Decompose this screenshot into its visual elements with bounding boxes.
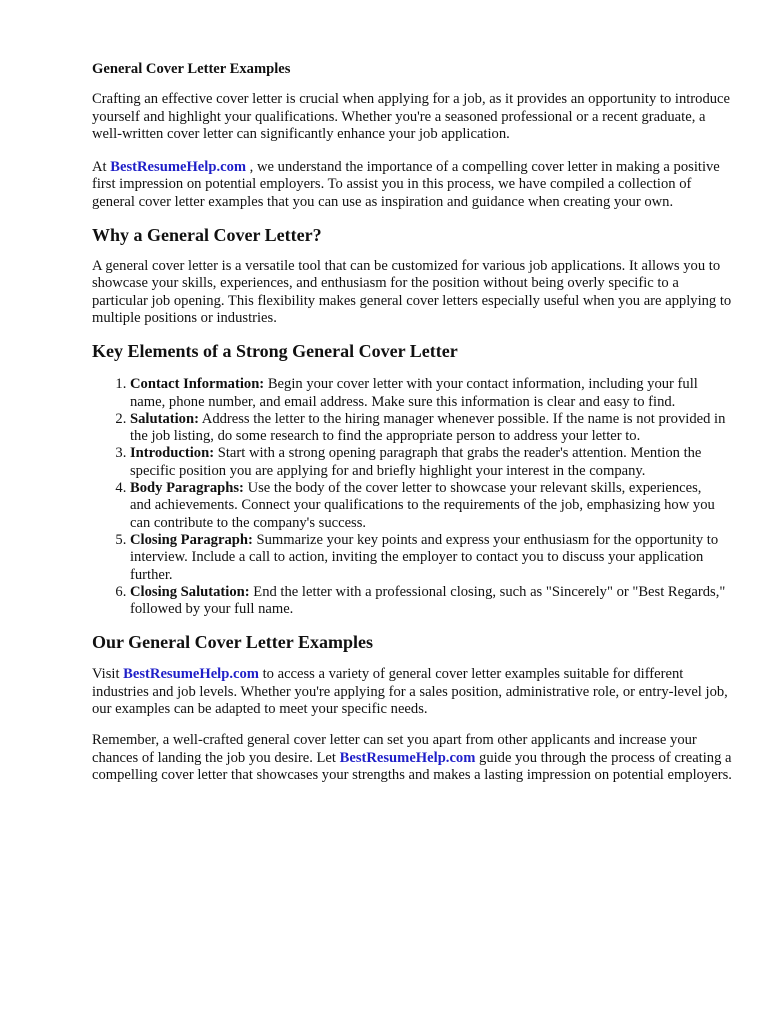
why-paragraph: A general cover letter is a versatile tool that can be customized for various job applications. It allows you to showcase your skills, experiences, and enthusiasm for the position without being overly specific to a particular job opening. This flexibility makes general cover letters especially useful when you are applying to multiple positions or industries.	[92, 258, 732, 326]
list-item	[130, 445, 726, 480]
key-elements-list	[92, 376, 726, 618]
document-title: General Cover Letter Examples	[92, 61, 291, 77]
item-text: Begin your cover letter with your contact information, including your full name, phone number, and email address. Make sure this information is clear and easy to find.	[130, 376, 698, 410]
item-label: Closing Salutation:	[130, 583, 250, 600]
text: guide you through the process of creating a compelling cover letter that showcases your strengths and makes a lasting impression on potential employers.	[92, 749, 732, 783]
item-label: Closing Paragraph:	[130, 531, 253, 548]
list-item	[130, 532, 726, 584]
item-text: Summarize your key points and express your enthusiasm for the opportunity to interview. Include a call to action, inviting the employer to contact you to discuss your application further.	[130, 531, 719, 583]
bestresumehelp-link[interactable]: BestResumeHelp.com	[123, 666, 259, 683]
closing-paragraph	[92, 732, 732, 784]
section-heading-why: Why a General Cover Letter?	[92, 225, 322, 246]
section-heading-examples: Our General Cover Letter Examples	[92, 632, 373, 653]
bestresumehelp-link[interactable]: BestResumeHelp.com	[339, 749, 476, 766]
item-label: Contact Information:	[130, 376, 265, 393]
bestresumehelp-link[interactable]: BestResumeHelp.com	[110, 159, 247, 176]
item-label: Salutation:	[130, 410, 199, 427]
text: At	[92, 159, 111, 176]
text: , we understand the importance of a compelling cover letter in making a positive first impression on potential employers. To assist you in this process, we have compiled a collection of general cover letter examples that you can use as inspiration and guidance when creating your own.	[92, 159, 720, 210]
item-text: Use the body of the cover letter to showcase your relevant skills, experiences, and achievements. Connect your qualifications to the requirements of the job, emphasizing how you can contribute to the company's success.	[130, 480, 715, 531]
item-text: Start with a strong opening paragraph that grabs the reader's attention. Mention the specific position you are applying for and briefly highlight your interest in the company.	[130, 445, 702, 479]
text: Visit	[92, 666, 124, 683]
item-label: Introduction:	[130, 445, 215, 462]
item-text: Address the letter to the hiring manager whenever possible. If the name is not provided in the job listing, do some research to find the appropriate person to address your letter to.	[130, 410, 726, 445]
list-item	[130, 376, 726, 411]
item-label: Body Paragraphs:	[130, 480, 244, 497]
section-heading-key-elements: Key Elements of a Strong General Cover Letter	[92, 341, 458, 362]
list-item	[130, 411, 726, 446]
list-item	[130, 480, 726, 532]
item-text: End the letter with a professional closing, such as "Sincerely" or "Best Regards," followed by your full name.	[130, 583, 726, 618]
list-item	[130, 584, 726, 619]
intro-paragraph: Crafting an effective cover letter is crucial when applying for a job, as it provides an opportunity to introduce yourself and highlight your qualifications. Whether you're a seasoned professional or a recent graduate, a well-written cover letter can significantly enhance your job application.	[92, 91, 731, 142]
visit-paragraph	[92, 666, 732, 718]
text: Remember, a well-crafted general cover letter can set you apart from other applicants and increase your chances of landing the job you desire. Let	[92, 732, 697, 766]
about-paragraph	[92, 159, 732, 211]
text: to access a variety of general cover letter examples suitable for different industries and job levels. Whether you're applying for a sales position, administrative role, or entry-level job, our examples can be adapted to meet your specific needs.	[92, 666, 728, 718]
